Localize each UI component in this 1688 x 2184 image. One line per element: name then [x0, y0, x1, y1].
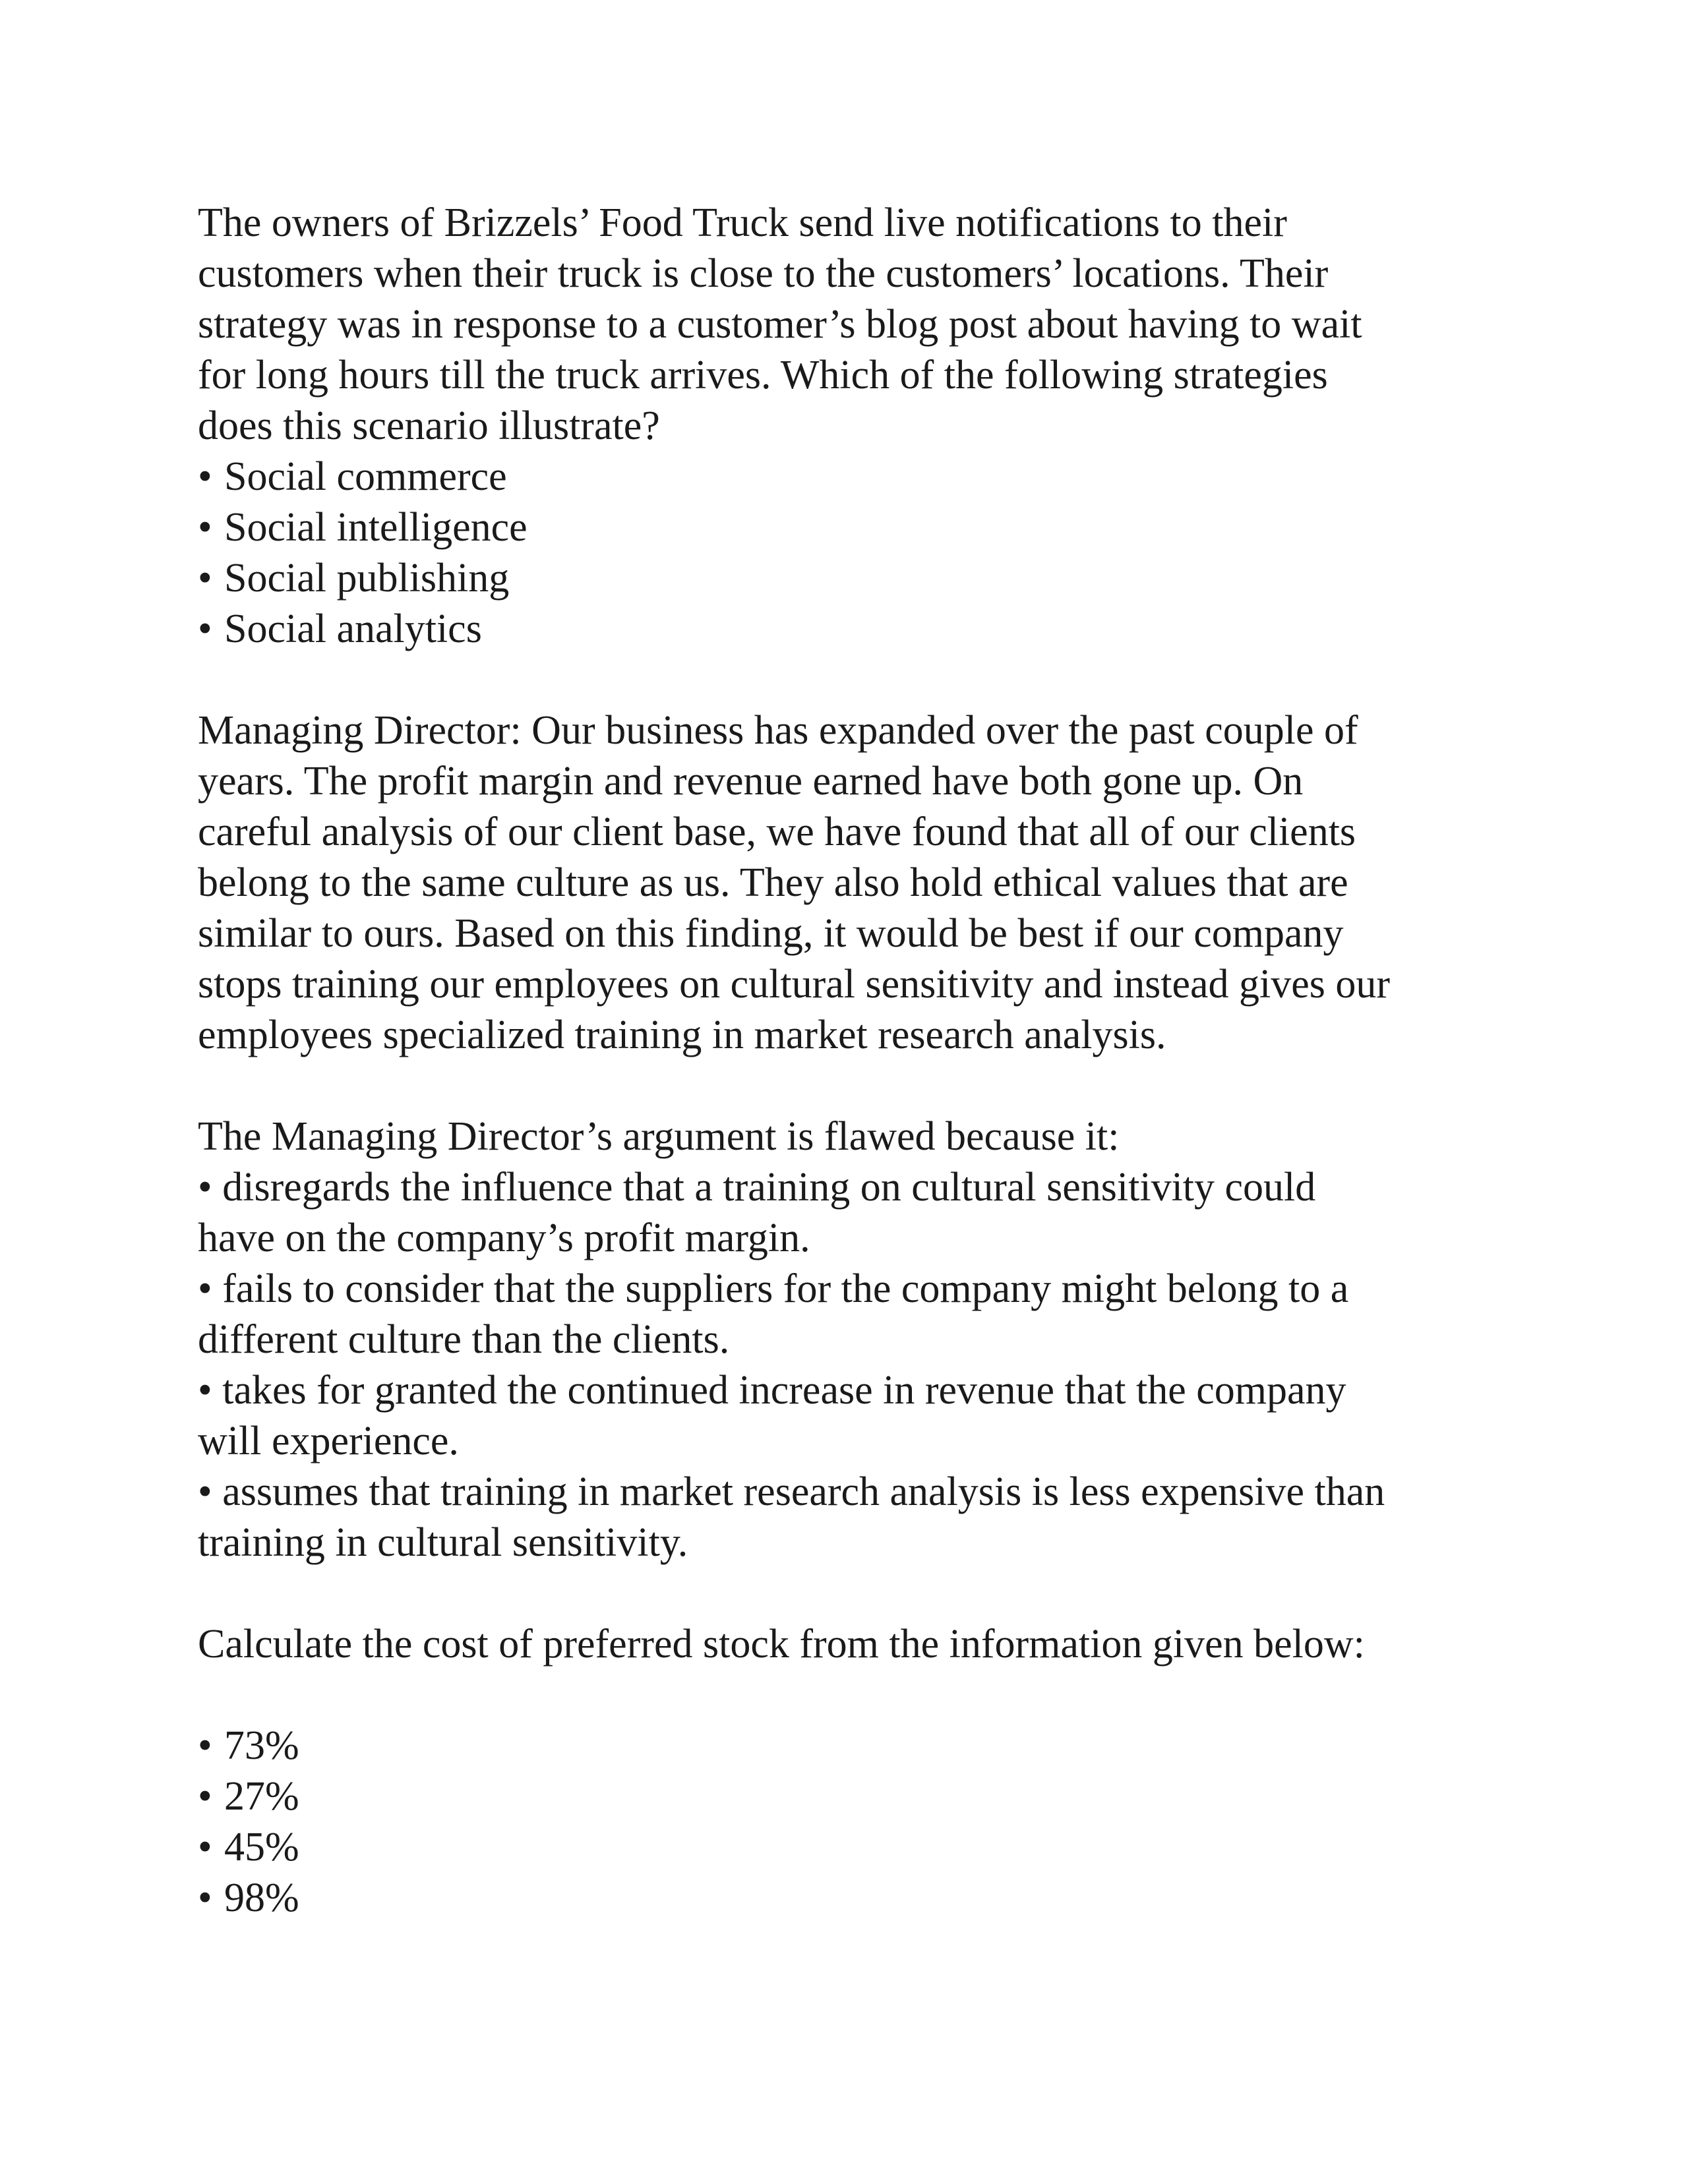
spacer — [198, 1670, 1503, 1721]
q1-option — [198, 452, 1503, 502]
question-3 — [198, 1619, 1503, 1924]
q2-passage-line: stops training our employees on cultural sensitivity and instead gives our — [198, 962, 1391, 1007]
bullet-icon: • — [198, 1469, 212, 1514]
q2-passage-line: years. The profit margin and revenue earned have both gone up. On — [198, 759, 1304, 804]
q2-passage-line: careful analysis of our client base, we have found that all of our clients — [198, 810, 1356, 854]
q1-option-text: Social analytics — [224, 606, 482, 651]
bullet-icon: • — [198, 1875, 212, 1920]
bullet-icon: • — [198, 1825, 212, 1870]
q2-option-text-cont: training in cultural sensitivity. — [198, 1520, 688, 1565]
q2-option — [198, 1467, 1503, 1568]
q3-option — [198, 1771, 1503, 1822]
q3-option — [198, 1873, 1503, 1924]
bullet-icon: • — [198, 556, 212, 601]
q3-option — [198, 1822, 1503, 1873]
bullet-icon: • — [198, 454, 212, 499]
q2-passage-line: similar to ours. Based on this finding, it would be best if our company — [198, 911, 1344, 956]
q2-option — [198, 1365, 1503, 1467]
question-1 — [198, 198, 1503, 655]
q2-option — [198, 1162, 1503, 1264]
q1-option — [198, 553, 1503, 604]
q1-stem-line: strategy was in response to a customer’s blog post about having to wait — [198, 302, 1362, 347]
q1-option — [198, 604, 1503, 655]
bullet-icon: • — [198, 1165, 212, 1210]
q2-passage-line: belong to the same culture as us. They also hold ethical values that are — [198, 860, 1348, 905]
q2-option-text-cont: different culture than the clients. — [198, 1317, 730, 1362]
q2-option-text: fails to consider that the suppliers for the company might belong to a — [222, 1266, 1349, 1311]
q3-option — [198, 1721, 1503, 1771]
bullet-icon: • — [198, 606, 212, 651]
question-2-passage — [198, 705, 1503, 1061]
q3-option-text: 73% — [224, 1723, 299, 1768]
bullet-icon: • — [198, 1774, 212, 1819]
q2-option — [198, 1264, 1503, 1365]
question-2 — [198, 1111, 1503, 1568]
q2-option-text-cont: have on the company’s profit margin. — [198, 1216, 810, 1260]
q2-option-text-cont: will experience. — [198, 1419, 459, 1463]
q3-option-text: 45% — [224, 1825, 299, 1870]
q1-option-text: Social intelligence — [224, 505, 528, 550]
q2-option-text: assumes that training in market research analysis is less expensive than — [222, 1469, 1385, 1514]
bullet-icon: • — [198, 505, 212, 550]
q1-stem-line: The owners of Brizzels’ Food Truck send live notifications to their — [198, 200, 1287, 245]
q1-stem-line: does this scenario illustrate? — [198, 403, 660, 448]
q3-option-text: 27% — [224, 1774, 299, 1819]
q3-stem: Calculate the cost of preferred stock from the information given below: — [198, 1622, 1365, 1667]
bullet-icon: • — [198, 1368, 212, 1413]
q2-passage-line: Managing Director: Our business has expanded over the past couple of — [198, 708, 1358, 753]
q2-option-text: takes for granted the continued increase in revenue that the company — [222, 1368, 1346, 1413]
q3-option-text: 98% — [224, 1875, 299, 1920]
q1-stem-line: customers when their truck is close to the customers’ locations. Their — [198, 251, 1329, 296]
q2-option-text: disregards the influence that a training on cultural sensitivity could — [222, 1165, 1316, 1210]
q1-option-text: Social publishing — [224, 556, 510, 601]
q2-passage-line: employees specialized training in market research analysis. — [198, 1013, 1166, 1057]
bullet-icon: • — [198, 1266, 212, 1311]
q1-stem-line: for long hours till the truck arrives. Which of the following strategies — [198, 353, 1328, 398]
q1-option-text: Social commerce — [224, 454, 507, 499]
bullet-icon: • — [198, 1723, 212, 1768]
q2-question: The Managing Director’s argument is flawed because it: — [198, 1114, 1120, 1159]
document-content — [198, 198, 1503, 1924]
q1-option — [198, 502, 1503, 553]
